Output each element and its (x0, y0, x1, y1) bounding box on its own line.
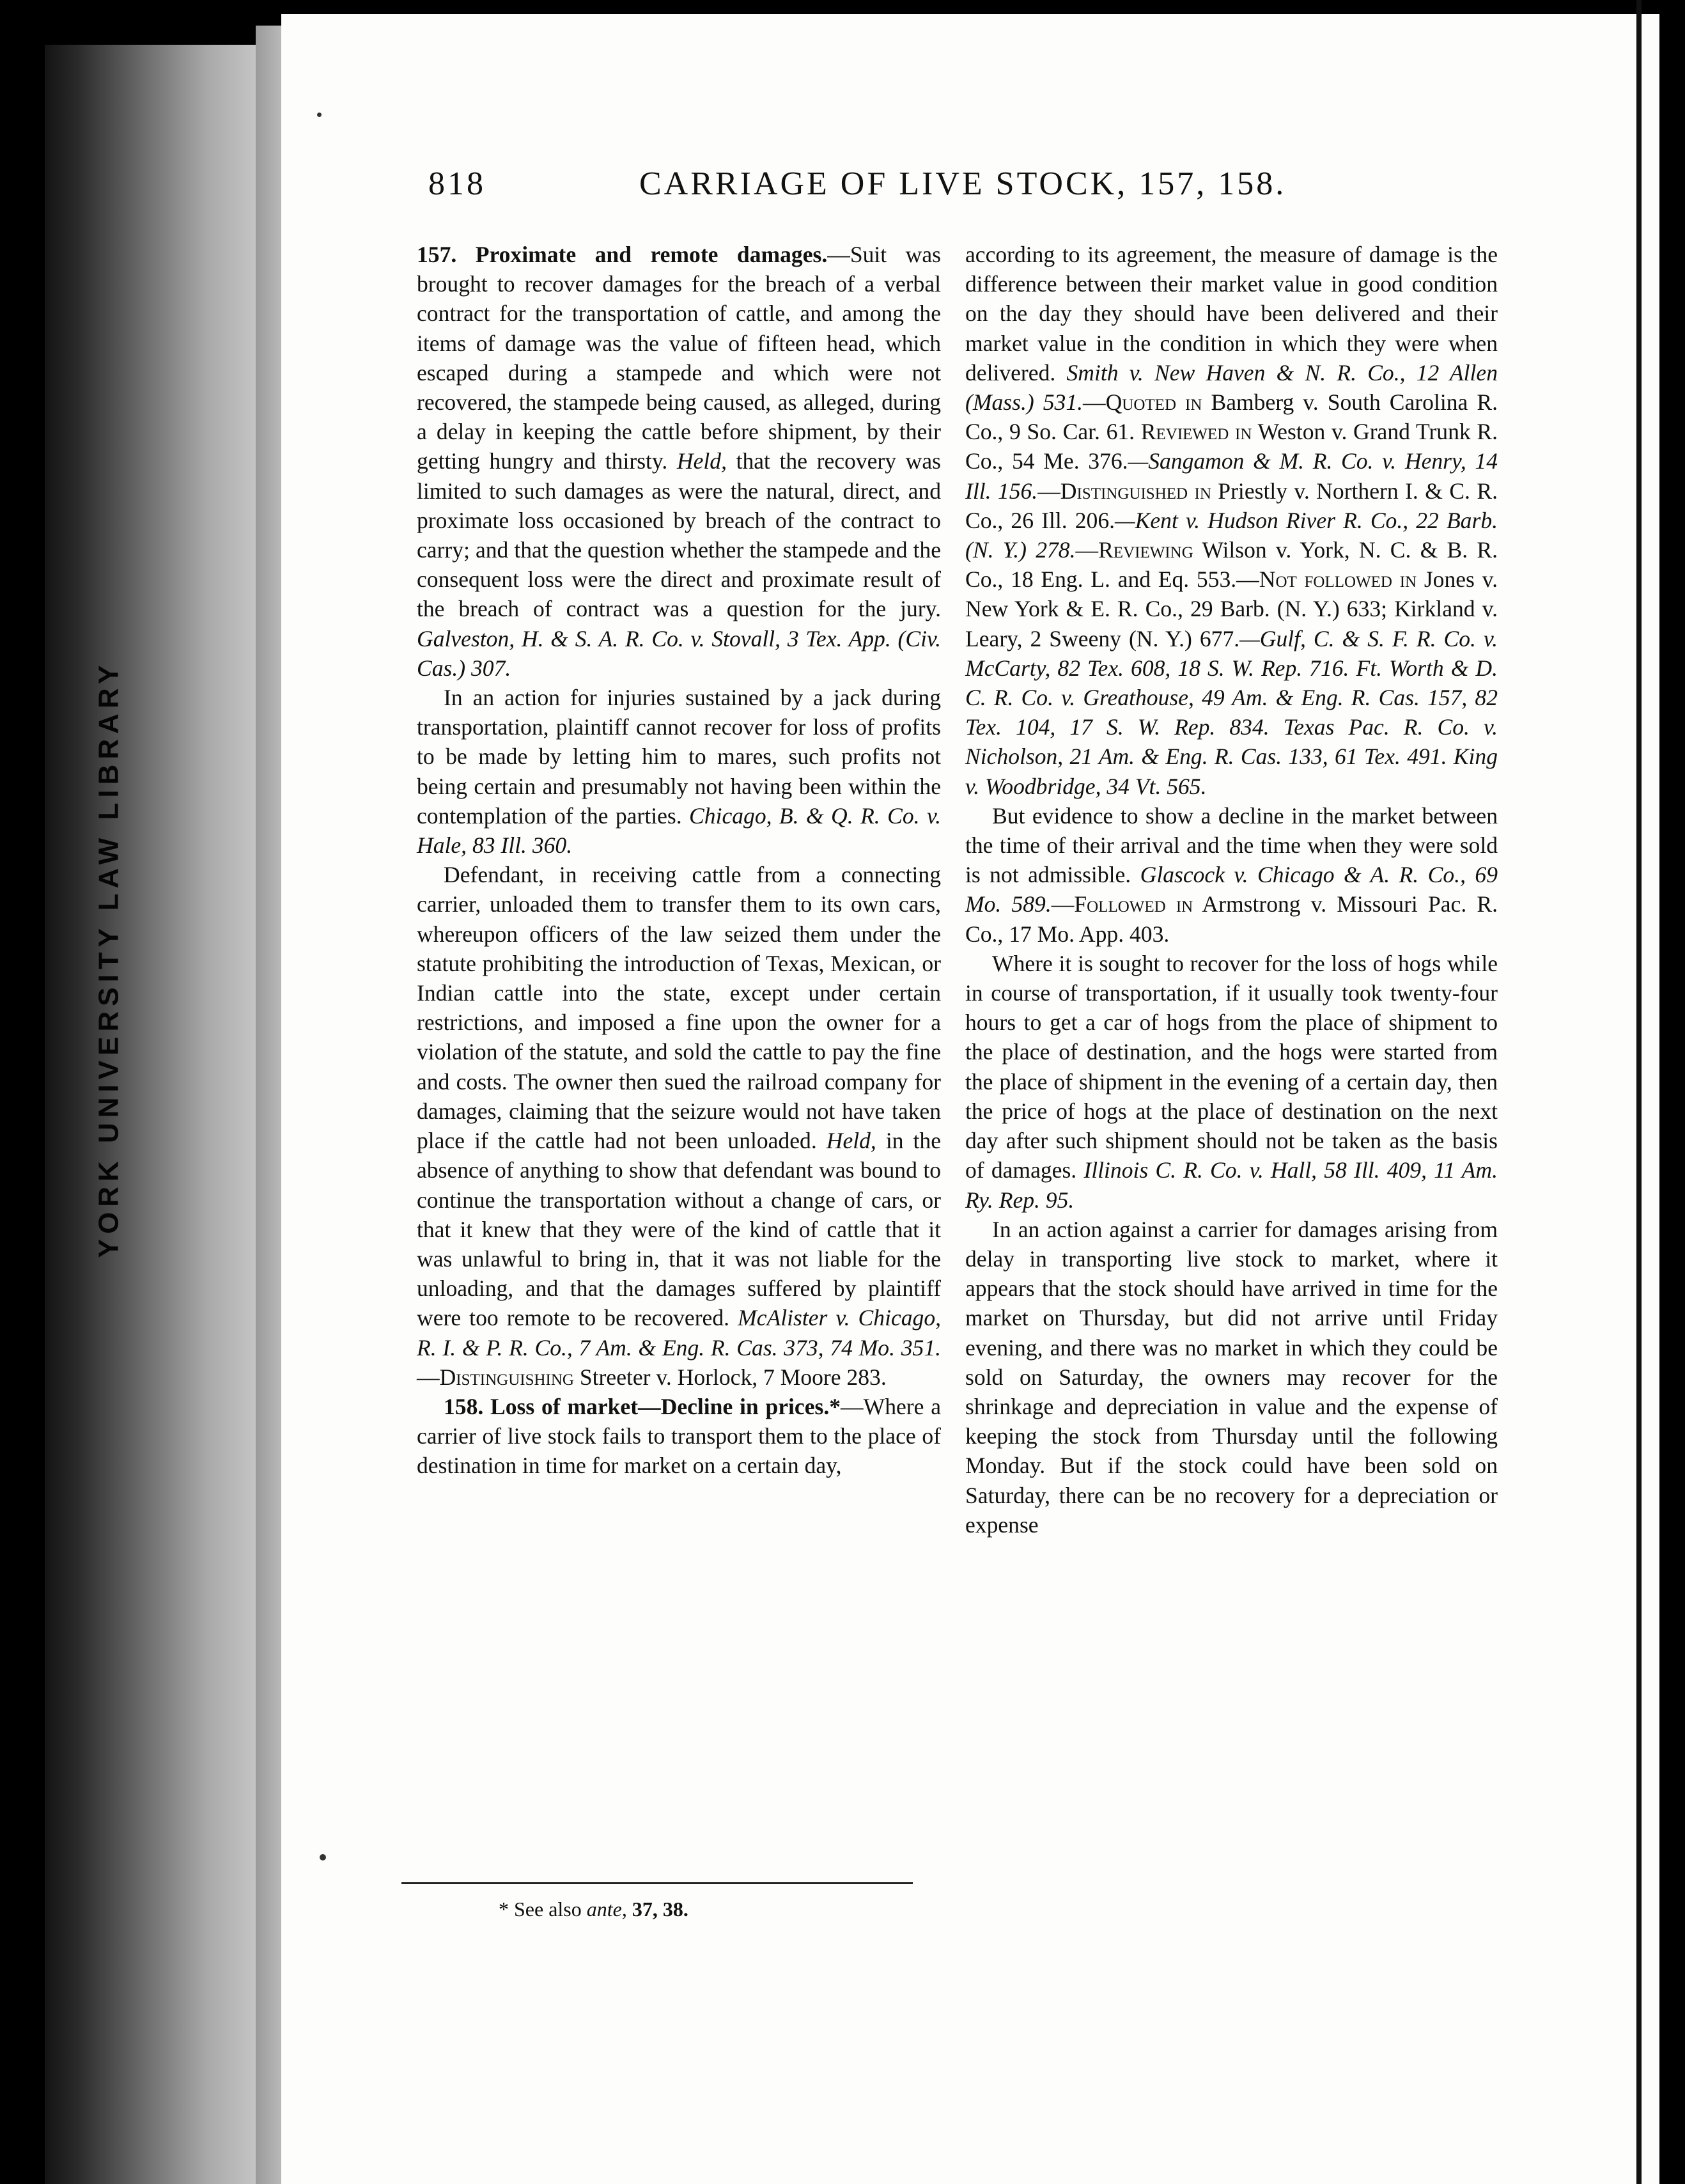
paragraph-text: Weston v. Grand Trunk R. Co., 54 Me. 376. (965, 419, 1498, 474)
paragraph-text: Armstrong v. Missouri Pac. R. Co., 17 Mo. App. 403. (965, 891, 1498, 947)
case-citation: Chicago, B. & Q. R. Co. v. Hale, 83 Ill. 360. (417, 802, 941, 859)
case-citation: Glascock v. Chicago & A. R. Co., 69 Mo. 589. (965, 862, 1498, 917)
held-label: Held, (676, 448, 727, 474)
case-citation: —Kent v. Hudson River R. Co., 22 Barb. (N. Y.) 278. (965, 507, 1498, 563)
paragraph (965, 801, 1498, 949)
running-head (428, 165, 1285, 210)
paragraph (965, 240, 1498, 801)
left-column (417, 240, 941, 1481)
citation-note: —Distinguished in (1037, 478, 1211, 504)
scan-speck (320, 1854, 326, 1860)
footnote (499, 1898, 882, 1921)
paragraph-text: Priestly v. Northern I. & C. R. Co., 26 Ill. 206. (965, 478, 1498, 533)
footnote-text: * See also (499, 1898, 587, 1921)
section-heading: 158. Loss of market—Decline in prices.* (444, 1393, 841, 1419)
citation-note: —Not followed in (1236, 566, 1417, 593)
paragraph-text: Streeter v. Horlock, 7 Moore 283. (573, 1364, 887, 1390)
paragraph-text: Bamberg v. South Carolina R. Co., 9 So. Car. 61. (965, 389, 1498, 445)
case-citation: —Sangamon & M. R. Co. v. Henry, 14 Ill. 156. (965, 448, 1498, 504)
paragraph (417, 240, 941, 683)
case-citation: —Gulf, C. & S. F. R. Co. v. McCarty, 82 Tex. 608, 18 S. W. Rep. 716. Ft. Worth & D. C. R. Co. v. Greathouse, 49 Am. & Eng. R. Cas. 157, 82 Tex. 104, 17 S. W. Rep. 834. Texas Pac. R. Co. v. Nicholson, 21 Am. & Eng. R. Cas. 133, 61 Tex. 491. King v. Woodbridge, 34 Vt. 565. (965, 625, 1498, 799)
case-citation: McAlister v. Chicago, R. I. & P. R. Co., 7 Am. & Eng. R. Cas. 373, 74 Mo. 351. (417, 1305, 942, 1361)
paragraph (417, 683, 941, 860)
scan-speck (317, 113, 322, 117)
library-stamp-text: YORK UNIVERSITY LAW LIBRARY (93, 660, 124, 1258)
paragraph-text: Where it is sought to recover for the loss of hogs while in course of transportation, if it usually took twenty-four hours to get a car of hogs from the place of shipment to the place of destination, and the hogs were started from the place of shipment in the evening of a certain day, then the price of hogs at the place of destination on the next day after such shipment should not be taken as the basis of damages. (965, 950, 1498, 1183)
citation-note: —Reviewing (1075, 537, 1193, 563)
case-citation: Galveston, H. & S. A. R. Co. v. Stovall, 3 Tex. App. (Civ. Cas.) 307. (417, 625, 941, 681)
footnote-refs: 37, 38. (626, 1898, 688, 1921)
running-title: CARRIAGE OF LIVE STOCK, 157, 158. (639, 166, 1287, 202)
paragraph-text: —Suit was brought to recover damages for the breach of a verbal contract for the transportation of cattle, and among the items of damage was the value of fifteen head, which escaped during a stampede and which were not recovered, the stampede being caused, as alleged, during a delay in keeping the cattle before shipment, by their getting hungry and thirsty. (417, 242, 941, 474)
page-edge (1636, 0, 1642, 2184)
right-column (965, 240, 1498, 1540)
paragraph-text: Wilson v. York, N. C. & B. R. Co., 18 Eng. L. and Eq. 553. (965, 537, 1498, 593)
paragraph-text: Defendant, in receiving cattle from a connecting carrier, unloaded them to transfer them to its own cars, whereupon officers of the law seized them under the statute prohibiting the introduction of Texas, Mexican, or Indian cattle into the state, except under certain restrictions, and imposed a fine upon the owner for a violation of the statute, and sold the cattle to pay the fine and costs. The owner then sued the railroad company for damages, claiming that the seizure would not have taken place if the cattle had not been unloaded. (417, 862, 941, 1154)
library-stamp (61, 607, 157, 1311)
footnote-rule (401, 1882, 913, 1884)
paragraph-text: Jones v. New York & E. R. Co., 29 Barb. (N. Y.) 633; Kirkland v. Leary, 2 Sweeny (N. Y.) 677. (965, 566, 1498, 651)
citation-note: Reviewed in (1140, 419, 1252, 445)
case-citation: Illinois C. R. Co. v. Hall, 58 Ill. 409, 11 Am. Ry. Rep. 95. (965, 1157, 1498, 1213)
page-number: 818 (428, 166, 486, 202)
paragraph (965, 949, 1498, 1215)
paragraph-text: in the absence of anything to show that defendant was bound to continue the transportation without a change of cars, or that it knew that they were of the kind of cattle that it was unlawful to bring in, that it was not liable for the unloading, and that the damages suffered by plaintiff were too remote to be recovered. (417, 1128, 941, 1331)
footnote-ante: ante, (586, 1898, 627, 1921)
citation-note: —Distinguishing (417, 1364, 574, 1390)
paragraph (965, 1215, 1498, 1540)
paragraph-text: In an action against a carrier for damages arising from delay in transporting live stock to market, where it appears that the stock should have arrived in time for the market on Thursday, but did not arrive until Friday evening, and there was no market in which they could be sold on Saturday, the owners may recover for the shrinkage and depreciation in value and the expense of keeping the stock from Thursday until the following Monday. But if the stock could have been sold on Saturday, there can be no recovery for a depreciation or expense (965, 1216, 1498, 1538)
citation-note: —Quoted in (1083, 389, 1202, 416)
paragraph-text: In an action for injuries sustained by a jack during transportation, plaintiff cannot recover for loss of profits to be made by letting him to mares, such profits not being certain and presumably not having been within the contemplation of the parties. (417, 685, 941, 829)
paragraph (417, 860, 941, 1392)
paragraph-text: —Where a carrier of live stock fails to transport them to the place of destination in time for market on a certain day, (417, 1393, 941, 1479)
case-citation: Smith v. New Haven & N. R. Co., 12 Allen (Mass.) 531. (965, 359, 1498, 416)
paragraph-text: that the recovery was limited to such damages as were the natural, direct, and proximate loss occasioned by breach of the contract to carry; and that the question whether the stampede and the consequent loss were the direct and proximate result of the breach of contract was a question for the jury. (417, 448, 941, 622)
paragraph-text: But evidence to show a decline in the market between the time of their arrival and the time when they were sold is not admissible. (965, 802, 1498, 888)
paragraph-text: according to its agreement, the measure of damage is the difference between their market value in good condition on the day they should have been delivered and their market value in the condition in which they were when delivered. (965, 242, 1498, 386)
citation-note: —Followed in (1051, 891, 1193, 917)
paragraph (417, 1392, 941, 1481)
section-heading: 157. Proximate and remote damages. (417, 242, 828, 267)
held-label: Held, (826, 1128, 876, 1154)
